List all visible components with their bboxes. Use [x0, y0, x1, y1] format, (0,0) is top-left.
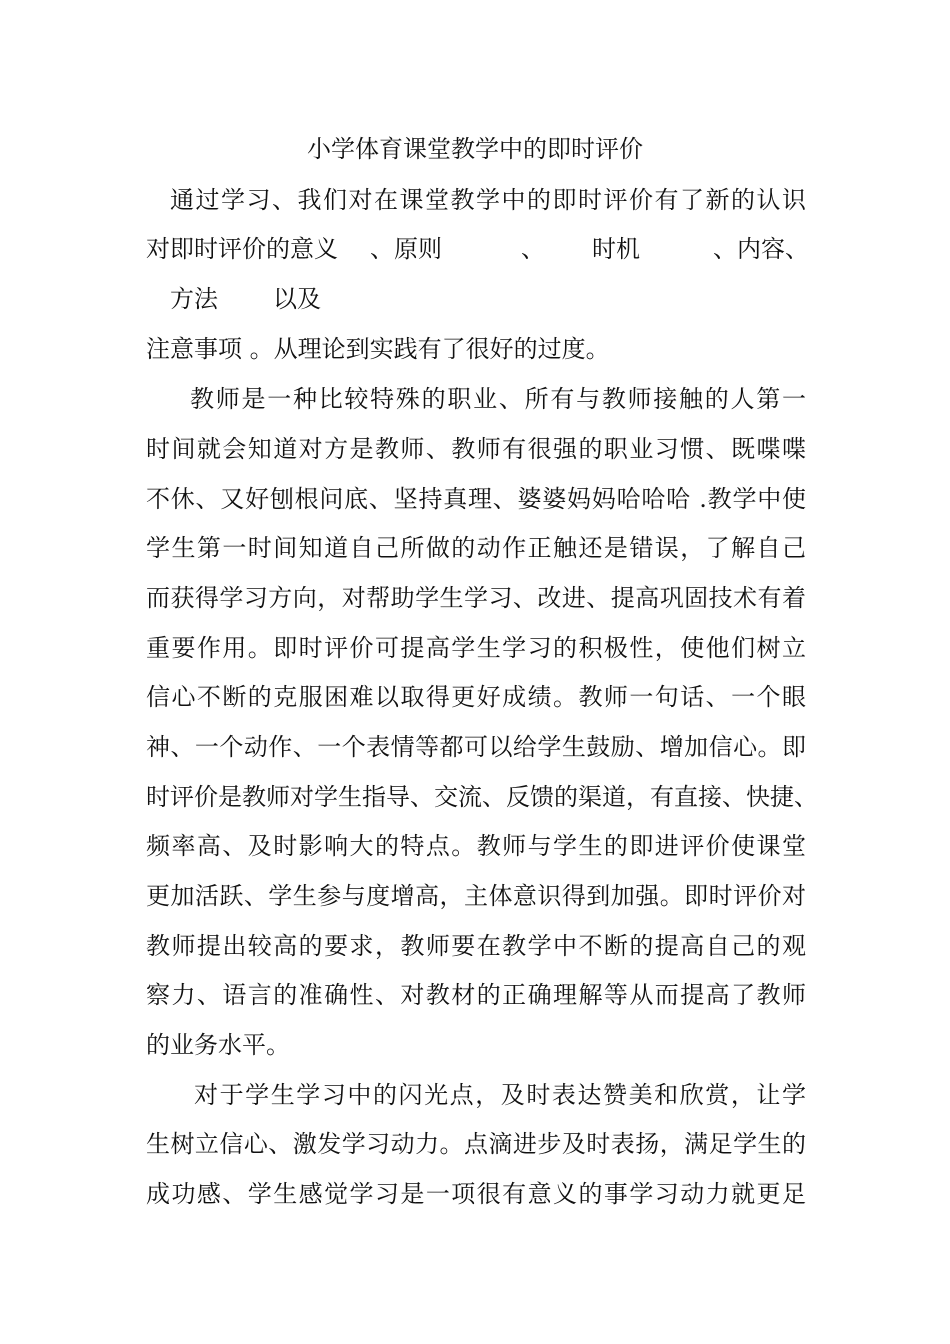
intro-line-2-part-a: 对即时评价的意义	[146, 235, 338, 263]
intro-line-3-part-a: 方法	[170, 285, 218, 313]
paragraph-2-line: 重要作用。即时评价可提高学生学习的积极性，使他们树立	[146, 634, 806, 662]
paragraph-3-line: 对于学生学习中的闪光点，及时表达赞美和欣赏，让学	[194, 1081, 806, 1109]
intro-line-2-part-e: 、内容、	[713, 235, 809, 263]
paragraph-3-line: 生树立信心、激发学习动力。点滴进步及时表扬，满足学生的	[146, 1130, 806, 1158]
intro-line-1: 通过学习、我们对在课堂教学中的即时评价有了新的认识	[170, 186, 806, 214]
paragraph-2-line: 察力、语言的准确性、对教材的正确理解等从而提高了教师	[146, 981, 806, 1009]
paragraph-2-line: 神、一个动作、一个表情等都可以给学生鼓励、增加信心。即	[146, 733, 806, 761]
intro-line-3-part-b: 以及	[273, 285, 321, 313]
paragraph-2-line: 信心不断的克服困难以取得更好成绩。教师一句话、一个眼	[146, 683, 806, 711]
paragraph-2-line: 而获得学习方向，对帮助学生学习、改进、提高巩固技术有着	[146, 584, 806, 612]
paragraph-2-line: 的业务水平。	[146, 1031, 290, 1059]
document-title: 小学体育课堂教学中的即时评价	[307, 135, 643, 163]
paragraph-2-line: 时间就会知道对方是教师、教师有很强的职业习惯、既喋喋	[146, 435, 806, 463]
paragraph-2-line: 频率高、及时影响大的特点。教师与学生的即进评价使课堂	[146, 832, 806, 860]
paragraph-2-line: 学生第一时间知道自己所做的动作正触还是错误，了解自己	[146, 534, 806, 562]
paragraph-2-line: 教师提出较高的要求，教师要在教学中不断的提高自己的观	[146, 932, 806, 960]
intro-line-4: 注意事项 。从理论到实践有了很好的过度。	[146, 335, 610, 363]
intro-line-2-part-c: 、	[521, 235, 545, 263]
intro-line-2-part-b: 、原则	[370, 235, 442, 263]
intro-line-2-part-d: 时机	[592, 235, 640, 263]
paragraph-2-line: 教师是一种比较特殊的职业、所有与教师接触的人第一	[190, 385, 806, 413]
paragraph-2-line: 不休、又好刨根问底、坚持真理、婆婆妈妈哈哈哈 .教学中使	[146, 485, 806, 513]
paragraph-2-line: 时评价是教师对学生指导、交流、反馈的渠道，有直接、快捷、	[146, 783, 818, 811]
paragraph-3-line: 成功感、学生感觉学习是一项很有意义的事学习动力就更足	[146, 1180, 806, 1208]
paragraph-2-line: 更加活跃、学生参与度增高，主体意识得到加强。即时评价对	[146, 882, 806, 910]
